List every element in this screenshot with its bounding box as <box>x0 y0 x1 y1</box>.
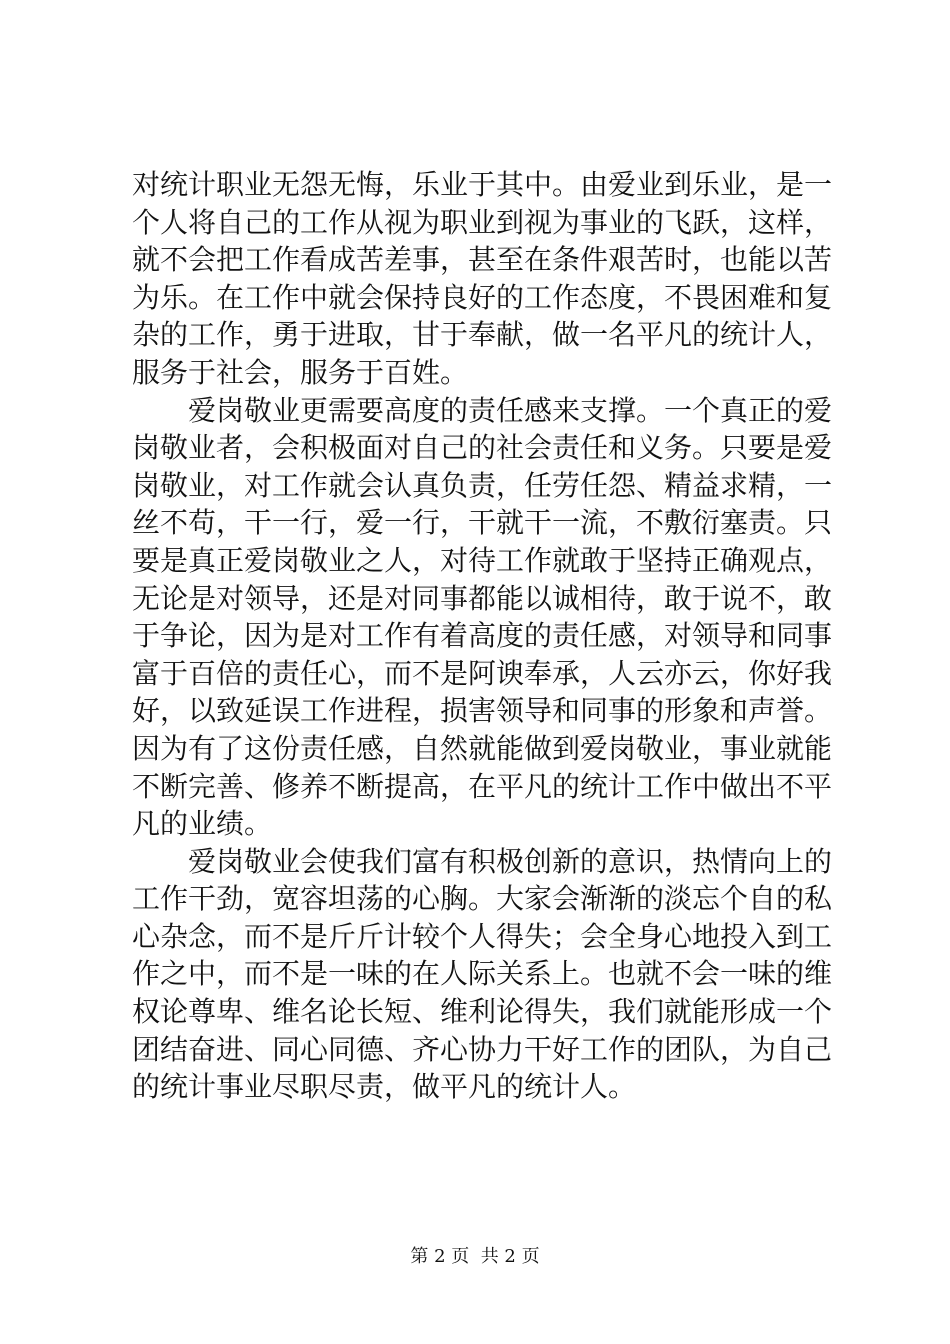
paragraph-responsibility: 爱岗敬业更需要高度的责任感来支撑。一个真正的爱岗敬业者，会积极面对自己的社会责任和义务。只要是爱岗敬业，对工作就会认真负责，任劳任怨、精益求精，一丝不苟，干一行，爱一行，干就干一流，不敷衍塞责。只要是真正爱岗敬业之人，对待工作就敢于坚持正确观点，无论是对领导，还是对同事都能以诚相待，敢于说不，敢于争论，因为是对工作有着高度的责任感，对领导和同事富于百倍的责任心，而不是阿谀奉承，人云亦云，你好我好，以致延误工作进程，损害领导和同事的形象和声誉。因为有了这份责任感，自然就能做到爱岗敬业，事业就能不断完善、修养不断提高，在平凡的统计工作中做出不平凡的业绩。 <box>132 393 833 841</box>
paragraph-innovation: 爱岗敬业会使我们富有积极创新的意识，热情向上的工作干劲，宽容坦荡的心胸。大家会渐渐的淡忘个自的私心杂念，而不是斤斤计较个人得失；会全身心地投入到工作之中，而不是一味的在人际关系上。也就不会一味的维权论尊卑、维名论长短、维利论得失，我们就能形成一个团结奋进、同心同德、齐心协力干好工作的团队，为自己的统计事业尽职尽责，做平凡的统计人。 <box>132 844 833 1104</box>
document-body <box>132 166 832 1106</box>
paragraph-continuation: 对统计职业无怨无悔，乐业于其中。由爱业到乐业，是一个人将自己的工作从视为职业到视为事业的飞跃，这样，就不会把工作看成苦差事，甚至在条件艰苦时，也能以苦为乐。在工作中就会保持良好的工作态度，不畏困难和复杂的工作，勇于进取，甘于奉献，做一名平凡的统计人，服务于社会，服务于百姓。 <box>132 168 833 389</box>
page-number-footer: 第 2 页 共 2 页 <box>410 1246 540 1267</box>
